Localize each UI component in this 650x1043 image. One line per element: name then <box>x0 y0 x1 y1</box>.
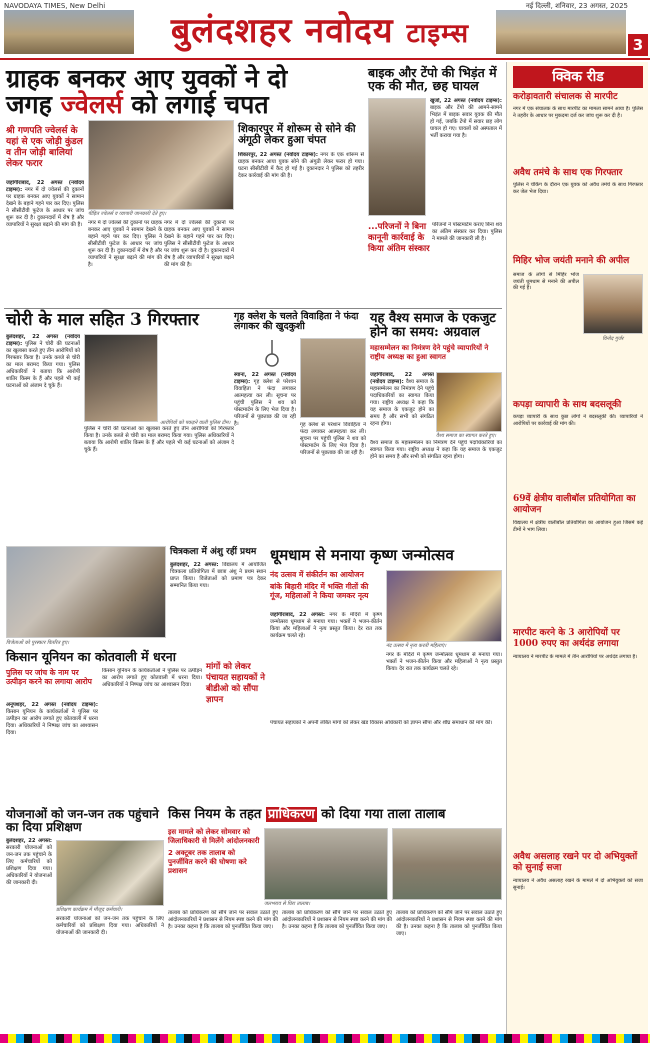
story3-body-text: बाइक और टेंपो की आमने-सामने भिड़ंत में बाइक सवार युवक की मौत हो गई, जबकि टेंपो में सवार छह लोग घायल हो गए। घायलों को अस्पताल में भर्ती कराया गया है। <box>430 105 502 139</box>
story9-body <box>6 702 98 802</box>
story11-photo-caption: प्रशिक्षण कार्यक्रम में मौजूद कर्मचारी। <box>56 907 123 913</box>
story1-body <box>6 180 84 300</box>
story12-photo-2 <box>392 828 502 900</box>
story8-bullet-2: बांके बिहारी मंदिर में भक्ति गीतों की गूंज, महिलाओं ने किया जमकर नृत्य <box>270 582 369 600</box>
story4-body-col2 <box>84 426 234 546</box>
story11-headline: योजनाओं को जन-जन तक पहुंचाने का दिया प्रशिक्षण <box>6 807 159 834</box>
story12-bullet-1: इस मामले को लेकर सोमवार को जिलाधिकारी से मिलेंगे आंदोलनकारी <box>168 828 260 845</box>
story11-body-col2 <box>56 916 164 1028</box>
story12-body-col2 <box>282 910 392 1028</box>
story6-dateline: जहांगीराबाद, 22 अगस्त (नवोदय टाइम्स): <box>370 372 434 385</box>
story11-photo <box>56 840 164 906</box>
story2-dateline: शिकारपुर, 22 अगस्त (नवोदय टाइम्स): <box>238 152 318 158</box>
story9-dateline: अनूपशहर, 22 अगस्त (नवोदय टाइम्स): <box>6 702 98 708</box>
story1-headline-line1: ग्राहक बनकर आए युवकों ने दो <box>6 64 288 93</box>
edition-label: NAVODAYA TIMES, New Delhi <box>4 2 106 10</box>
story12-headline <box>168 808 502 822</box>
story2-body <box>238 152 364 306</box>
story9-body-text: किसान यूनियन के कार्यकर्ताओं ने पुलिस पर उत्पीड़न का आरोप लगाते हुए कोतवाली में धरना दिया। अधिकारियों ने निष्पक्ष जांच का आश्वासन दिया। <box>6 709 98 736</box>
story3-dateline: खुर्जा, 22 अगस्त (नवोदय टाइम्स): <box>430 98 502 104</box>
masthead-left-photo <box>4 10 134 54</box>
story1-photo-caption: पीड़ित ज्वेलर्स व व्यापारी जानकारी देते हुए। <box>88 211 167 217</box>
story12-headline-end: को दिया गया ताला तालाब <box>321 807 446 822</box>
color-registration-strip <box>0 1034 650 1043</box>
story1-headline-line2 <box>6 92 364 118</box>
story9-sub: पुलिस पर जांच के नाम पर उत्पीड़न करने का लगाया आरोप <box>6 668 92 686</box>
sidebar-item-5-body: विद्यालय में क्षेत्रीय वालीबॉल प्रतियोगिता का आयोजन हुआ जिसमें कई टीमों ने भाग लिया। <box>513 520 643 533</box>
story1-headline-line2-end: को लगाई चपत <box>131 90 269 120</box>
story5-body-col2-text: गृह क्लेश से परेशान विवाहिता ने फंदा लगाकर आत्महत्या कर ली। सूचना पर पहुंची पुलिस ने शव को पोस्टमार्टम के लिए भेज दिया है। परिजनों से पूछताछ की जा रही है। <box>300 422 366 456</box>
story8-headline: धूमधाम से मनाया कृष्ण जन्मोत्सव <box>270 546 454 564</box>
story5-body <box>234 372 296 562</box>
story10-body: पंचायत सहायकों ने अपनी लंबित मांगों को लेकर खंड विकास अधिकारी को ज्ञापन सौंपा और शीघ्र समाधान की मांग की। <box>270 720 493 726</box>
sidebar-item-2-body: पुलिस ने चेकिंग के दौरान एक युवक को अवैध तमंचे के साथ गिरफ्तार कर जेल भेज दिया। <box>513 182 643 195</box>
story4-body-col2-text: पुलिस ने चोरी की घटनाओं का खुलासा करते हुए तीन आरोपियों को गिरफ्तार किया है। उनके कब्जे से चोरी का माल बरामद किया गया। पुलिस अधिकारियों ने बताया कि आरोपी शातिर किस्म के हैं और पहले भी कई घटनाओं को अंजाम दे चुके हैं। <box>84 426 234 453</box>
story6-sub: महासम्मेलन का निमंत्रण देने पहुंचे व्यापारियों ने राष्ट्रीय अध्यक्ष का हुआ स्वागत <box>370 344 489 361</box>
story6-body-text: वैश्य समाज के महासम्मेलन का निमंत्रण देने पहुंचे पदाधिकारियों का स्वागत किया गया। राष्ट्रीय अध्यक्ष ने कहा कि यह समाज के एकजुट होने का समय है और सभी को संगठित रहना होगा। <box>370 379 434 427</box>
story12-body-col3-text: तालाब को प्राधिकरण को सौंपे जाने पर सवाल उठाते हुए आंदोलनकारियों ने प्रशासन से नियम स्पष्ट करने की मांग की है। उनका कहना है कि तालाब को पुनर्जीवित किया जाए। <box>396 910 502 937</box>
sidebar-item-1-headline: करोड़ावतारी संचालक से मारपीट <box>513 92 618 102</box>
sidebar-item-3-photo <box>583 274 643 334</box>
story4-photo-caption: आरोपियों को पकड़ने वाली पुलिस टीम। <box>160 420 231 426</box>
story2-headline: शिकारपुर में शोरूम से सोने की अंगूठी लेकर हुआ चंपत <box>238 123 356 147</box>
story6-photo-caption: वैश्य समाज का स्वागत करते हुए। <box>436 433 496 439</box>
title-main: बुलंदशहर नवोदय <box>170 11 394 51</box>
sidebar-item-2-headline: अवैध तमंचे के साथ एक गिरफ्तार <box>513 168 623 178</box>
story8-body <box>270 612 382 716</box>
story5-body-text: गृह क्लेश से परेशान विवाहिता ने फंदा लगाकर आत्महत्या कर ली। सूचना पर पहुंची पुलिस ने शव को पोस्टमार्टम के लिए भेज दिया है। परिजनों से पूछताछ की जा रही है। <box>234 379 296 427</box>
story5-photo <box>300 338 366 418</box>
story12-bullet-2: 2 अक्टूबर तक तालाब को पुनर्जीवित करने की घोषणा करे प्रशासन <box>168 849 247 875</box>
story1-photo <box>88 120 234 210</box>
story6-body-col2-text: वैश्य समाज के महासम्मेलन का निमंत्रण देने पहुंचे पदाधिकारियों का स्वागत किया गया। राष्ट्रीय अध्यक्ष ने कहा कि यह समाज के एकजुट होने का समय है और सभी को संगठित रहना होगा। <box>370 440 502 460</box>
story1-body-col2 <box>88 220 162 306</box>
story1-body-col2-text: नगर में दो ज्वेलर्स की दुकानों पर ग्राहक बनकर आए युवकों ने सामान देखने के बहाने गहने पार कर दिए। पुलिस ने सीसीटीवी फुटेज के आधार पर जांच शुरू कर दी है। दुकानदारों में रोष है और व्यापारियों ने सुरक्षा बढ़ाने की मांग की है। <box>88 220 162 268</box>
story7-dateline: बुलंदशहर, 22 अगस्त: <box>170 562 219 568</box>
story11-body-text: सरकारी योजनाओं को जन-जन तक पहुंचाने के लिए कर्मचारियों को प्रशिक्षण दिया गया। अधिकारियों ने योजनाओं की जानकारी दी। <box>6 845 52 886</box>
page-number: 3 <box>628 34 648 56</box>
sidebar-item-3-photo-caption: विनोद गुर्जर <box>602 336 624 342</box>
story9-body-col2 <box>102 668 202 802</box>
story3-headline: बाइक और टेंपो की भिड़ंत में एक की मौत, छह घायल <box>368 65 497 94</box>
story4-headline: चोरी के माल सहित 3 गिरफ्तार <box>6 310 199 330</box>
story3-body <box>430 98 502 216</box>
story7-headline: चित्रकला में अंशु रहीं प्रथम <box>170 547 257 557</box>
story12-body: तालाब को प्राधिकरण को सौंपे जाने पर सवाल उठाते हुए आंदोलनकारियों ने प्रशासन से नियम स्पष्ट करने की मांग की है। उनका कहना है कि तालाब को पुनर्जीवित किया जाए। <box>168 910 278 930</box>
quick-read-title: क्विक रीड <box>513 66 643 88</box>
story8-body-text: नगर के मंदिरों में कृष्ण जन्मोत्सव धूमधाम से मनाया गया। भक्तों ने भजन-कीर्तन किया और महिलाओं ने नृत्य प्रस्तुत किया। देर रात तक कार्यक्रम चलते रहे। <box>270 612 382 639</box>
story12-photo-1 <box>264 828 388 900</box>
story9-body-col2-text: किसान यूनियन के कार्यकर्ताओं ने पुलिस पर उत्पीड़न का आरोप लगाते हुए कोतवाली में धरना दिया। अधिकारियों ने निष्पक्ष जांच का आश्वासन दिया। <box>102 668 202 688</box>
story7-body-text: विद्यालय में आयोजित चित्रकला प्रतियोगिता में छात्रा अंशु ने प्रथम स्थान प्राप्त किया। विजेताओं को प्रमाण पत्र देकर सम्मानित किया गया। <box>170 562 266 589</box>
story11-dateline: बुलंदशहर, 22 अगस्त: <box>6 838 52 844</box>
story6-headline: यह वैश्य समाज के एकजुट होने का समय: अग्रवाल <box>370 311 496 340</box>
story1-dateline: जहांगीराबाद, 22 अगस्त (नवोदय टाइम्स): <box>6 180 84 193</box>
story7-photo <box>6 546 166 638</box>
story12-body-col3 <box>396 910 502 1028</box>
newspaper-title <box>140 6 500 52</box>
story8-bullets <box>270 570 382 600</box>
story12-bullets <box>168 828 260 876</box>
story1-body-col3-text: नगर में दो ज्वेलर्स की दुकानों पर ग्राहक बनकर आए युवकों ने सामान देखने के बहाने गहने पार कर दिए। पुलिस ने सीसीटीवी फुटेज के आधार पर जांच शुरू कर दी है। दुकानदारों में रोष है और व्यापारियों ने सुरक्षा बढ़ाने की मांग की है। <box>164 220 234 268</box>
story6-body-col2 <box>370 440 502 550</box>
story7-body <box>170 562 266 646</box>
sidebar-item-6-headline: मारपीट करने के 3 आरोपियों पर 1000 रुपए का अर्थदंड लगाया <box>513 628 620 649</box>
story1-headline-red: ज्वेलर्स <box>60 90 123 120</box>
story12-photo-caption: जलभराव से घिरा तालाब। <box>264 901 311 907</box>
quick-read-sidebar <box>506 62 648 1037</box>
story3-sub-body: परिजनों ने पोस्टमार्टम कराए बिना शव का अंतिम संस्कार कर दिया। पुलिस ने मामले की जानकारी ली है। <box>432 222 502 242</box>
story4-body-text: पुलिस ने चोरी की घटनाओं का खुलासा करते हुए तीन आरोपियों को गिरफ्तार किया है। उनके कब्जे से चोरी का माल बरामद किया गया। पुलिस अधिकारियों ने बताया कि आरोपी शातिर किस्म के हैं और पहले भी कई घटनाओं को अंजाम दे चुके हैं। <box>6 341 80 389</box>
story1-body-col3 <box>164 220 234 306</box>
story3-photo <box>368 98 426 216</box>
story1-sub: श्री गणपति ज्वेलर्स के यहां से एक जोड़ी कुंडल व तीन जोड़ी बालियां लेकर फरार <box>6 126 83 169</box>
noose-icon <box>262 340 282 370</box>
sidebar-item-4-body: कपड़ा व्यापारी के साथ कुछ लोगों ने बदसलूकी की। व्यापारियों ने आरोपियों पर कार्रवाई की मांग की। <box>513 414 643 427</box>
story8-photo <box>386 570 502 642</box>
story1-headline <box>6 66 364 119</box>
story8-bullet-1: नंद उत्सव में संकीर्तन का आयोजन <box>270 570 364 579</box>
sidebar-item-7-headline: अवैध असलाह रखने पर दो अभियुक्तों को सुनाई सजा <box>513 852 638 873</box>
sidebar-item-7-body: न्यायालय ने अवैध असलाह रखने के मामले में दो अभियुक्तों को सजा सुनाई। <box>513 878 643 891</box>
story5-headline: गृह क्लेश के चलते विवाहिता ने फंदा लगाकर की खुदकुशी <box>234 311 359 332</box>
masthead-right-photo <box>496 10 626 54</box>
story1-body-text: नगर में दो ज्वेलर्स की दुकानों पर ग्राहक बनकर आए युवकों ने सामान देखने के बहाने गहने पार कर दिए। पुलिस ने सीसीटीवी फुटेज के आधार पर जांच शुरू कर दी है। दुकानदारों में रोष है और व्यापारियों ने सुरक्षा बढ़ाने की मांग की है। <box>6 187 84 228</box>
story5-body-col2 <box>300 422 366 562</box>
story5-dateline: स्याना, 22 अगस्त (नवोदय टाइम्स): <box>234 372 296 385</box>
sidebar-item-3-body: समाज के लोगों से मिहिर भोज जयंती धूमधाम से मनाने की अपील की गई है। <box>513 272 579 292</box>
story8-photo-caption: नंद उत्सव में नृत्य करती महिलाएं। <box>386 643 447 649</box>
story6-photo <box>436 372 502 432</box>
sidebar-item-4-headline: कपड़ा व्यापारी के साथ बदसलूकी <box>513 400 622 410</box>
story1-headline-line2-start: जगह <box>6 90 52 120</box>
story3-sub: ...परिजनों ने बिना कानूनी कार्रवाई के किया अंतिम संस्कार <box>368 222 430 254</box>
date-line: नई दिल्ली, शनिवार, 23 अगस्त, 2025 <box>525 2 628 10</box>
section-divider-1 <box>4 308 502 309</box>
story12-headline-start: किस नियम के तहत <box>168 807 262 822</box>
story2-body-text: नगर के एक शोरूम से ग्राहक बनकर आया युवक सोने की अंगूठी लेकर फरार हो गया। घटना सीसीटीवी में कैद हो गई है। दुकानदार ने पुलिस को तहरीर देकर कार्रवाई की मांग की है। <box>238 152 364 179</box>
story11-body-col2-text: सरकारी योजनाओं को जन-जन तक पहुंचाने के लिए कर्मचारियों को प्रशिक्षण दिया गया। अधिकारियों ने योजनाओं की जानकारी दी। <box>56 916 164 936</box>
story11-body <box>6 838 52 1028</box>
sidebar-item-5-headline: 69वें क्षेत्रीय वालीबॉल प्रतियोगिता का आयोजन <box>513 494 636 515</box>
masthead <box>0 0 650 60</box>
sidebar-item-1-body: नगर में एक संचालक के साथ मारपीट का मामला सामने आया है। पुलिस ने तहरीर के आधार पर मुकदमा दर्ज कर जांच शुरू कर दी है। <box>513 106 643 119</box>
story8-dateline: जहांगीराबाद, 22 अगस्त: <box>270 612 325 618</box>
sidebar-item-6-body: न्यायालय ने मारपीट के मामले में तीन आरोपियों पर अर्थदंड लगाया है। <box>513 654 638 660</box>
story8-body-col2-text: नगर के मंदिरों में कृष्ण जन्मोत्सव धूमधाम से मनाया गया। भक्तों ने भजन-कीर्तन किया और महिलाओं ने नृत्य प्रस्तुत किया। देर रात तक कार्यक्रम चलते रहे। <box>386 652 502 672</box>
story4-photo <box>84 334 158 422</box>
story4-dateline: बुलंदशहर, 22 अगस्त (नवोदय टाइम्स): <box>6 334 80 347</box>
story12-body-col2-text: तालाब को प्राधिकरण को सौंपे जाने पर सवाल उठाते हुए आंदोलनकारियों ने प्रशासन से नियम स्पष्ट करने की मांग की है। उनका कहना है कि तालाब को पुनर्जीवित किया जाए। <box>282 910 392 930</box>
story12-headline-red: प्राधिकरण <box>267 807 315 822</box>
story8-body-col2 <box>386 652 502 716</box>
story10-headline: मांगों को लेकर पंचायत सहायकों ने बीडीओ को सौंपा ज्ञापन <box>206 662 265 705</box>
title-tag: टाइम्स <box>406 19 470 49</box>
story7-photo-caption: विजेताओं को पुरस्कार वितरित हुए। <box>6 640 69 646</box>
story9-headline: किसान यूनियन का कोतवाली में धरना <box>6 649 176 664</box>
sidebar-item-3-headline: मिहिर भोज जयंती मनाने की अपील <box>513 256 630 266</box>
story6-body <box>370 372 434 432</box>
